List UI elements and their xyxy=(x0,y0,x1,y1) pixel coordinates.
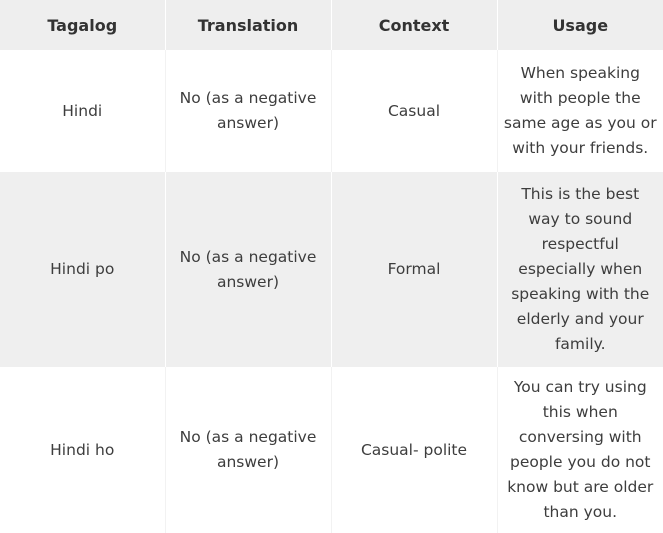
cell-usage: When speaking with people the same age as you or with your friends. xyxy=(497,50,663,172)
table-row xyxy=(0,172,663,367)
cell-translation: No (as a negative answer) xyxy=(165,50,331,172)
cell-translation: No (as a negative answer) xyxy=(165,172,331,367)
cell-tagalog: Hindi xyxy=(0,50,165,172)
table-row xyxy=(0,50,663,172)
table-row xyxy=(0,367,663,533)
cell-tagalog: Hindi ho xyxy=(0,367,165,533)
table-header-row xyxy=(0,0,663,50)
header-tagalog: Tagalog xyxy=(0,0,165,50)
cell-usage: You can try using this when conversing with people you do not know but are older than you. xyxy=(497,367,663,533)
header-translation: Translation xyxy=(165,0,331,50)
cell-context: Formal xyxy=(331,172,497,367)
cell-context: Casual xyxy=(331,50,497,172)
cell-usage: This is the best way to sound respectful especially when speaking with the elderly and your family. xyxy=(497,172,663,367)
cell-context: Casual- polite xyxy=(331,367,497,533)
header-context: Context xyxy=(331,0,497,50)
cell-tagalog: Hindi po xyxy=(0,172,165,367)
header-usage: Usage xyxy=(497,0,663,50)
cell-translation: No (as a negative answer) xyxy=(165,367,331,533)
